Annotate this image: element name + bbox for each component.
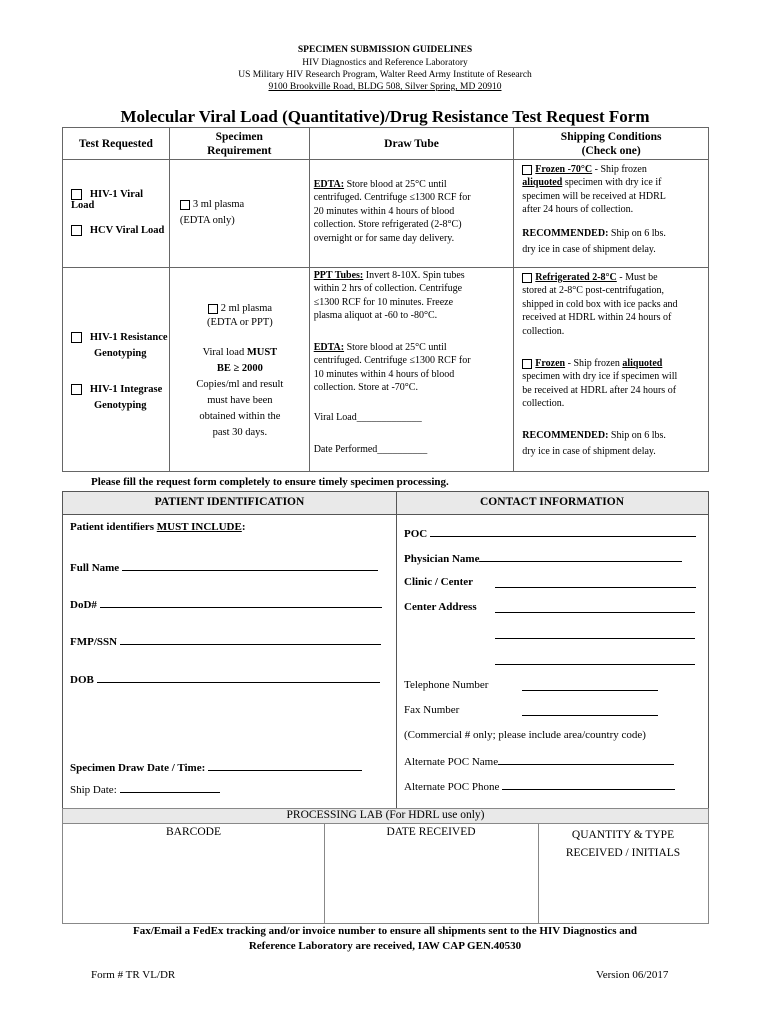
col-header-specimen: Specimen Requirement bbox=[169, 128, 309, 160]
checkbox[interactable] bbox=[71, 225, 82, 236]
form-version: Version 06/2017 bbox=[596, 969, 669, 981]
shipping-option-refrigerated[interactable]: Refrigerated 2-8°C - Must be bbox=[522, 271, 707, 284]
quantity-type-label: QUANTITY & TYPE RECEIVED / INITIALS bbox=[565, 829, 681, 859]
checkbox[interactable] bbox=[71, 384, 82, 395]
row2-tests bbox=[63, 268, 170, 472]
footer-note-1: Fax/Email a FedEx tracking and/or invoice number to ensure all shipments sent to the HIV Diagnostics and bbox=[132, 925, 637, 937]
col-header-test: Test Requested bbox=[63, 128, 170, 160]
table-row bbox=[63, 160, 709, 268]
checkbox-2ml[interactable] bbox=[208, 304, 218, 314]
checkbox[interactable] bbox=[522, 165, 532, 175]
contact-information-heading: CONTACT INFORMATION bbox=[479, 496, 625, 508]
barcode-label: BARCODE bbox=[166, 826, 221, 838]
ship-date-field[interactable]: Ship Date: bbox=[70, 782, 220, 796]
address-line-2[interactable] bbox=[495, 628, 695, 639]
header-line-1: SPECIMEN SUBMISSION GUIDELINES bbox=[297, 45, 473, 55]
checkbox[interactable] bbox=[71, 189, 82, 200]
shipping-option-frozen[interactable]: Frozen -70°C - Ship frozen bbox=[522, 163, 707, 176]
header-line-3: US Military HIV Research Program, Walter Reed Army Institute of Research bbox=[238, 70, 532, 80]
test-option-hiv1-integrase[interactable]: HIV-1 Integrase Genotyping bbox=[71, 382, 162, 414]
checkbox-3ml[interactable] bbox=[180, 200, 190, 210]
processing-lab-box bbox=[62, 808, 709, 924]
viral-load-requirement: Viral load MUST BE ≥ 2000 Copies/ml and result must have been obtained within the past 30 days. bbox=[196, 347, 284, 438]
dob-field[interactable]: DOB bbox=[70, 672, 380, 686]
patient-identifiers-label: Patient identifiers MUST INCLUDE: bbox=[70, 521, 246, 533]
physician-name-field[interactable]: Physician Name bbox=[404, 551, 682, 565]
telephone-field[interactable]: Telephone Number bbox=[404, 679, 489, 691]
row1-shipping: Frozen -70°C - Ship frozen aliquoted specimen with dry ice if specimen will be received at HDRL after 24 hours of collection. RECOMMENDED: Ship on 6 lbs. dry ice in case of shipment delay. bbox=[514, 160, 709, 268]
patient-identification-heading: PATIENT IDENTIFICATION bbox=[154, 496, 305, 508]
header-line-4: 9100 Brookville Road, BLDG 508, Silver Spring, MD 20910 bbox=[268, 82, 502, 92]
dod-field[interactable]: DoD# bbox=[70, 597, 382, 611]
fmp-ssn-field[interactable]: FMP/SSN bbox=[70, 634, 381, 648]
footer-note-2: Reference Laboratory are received, IAW CAP GEN.40530 bbox=[248, 940, 522, 952]
processing-lab-heading: PROCESSING LAB (For HDRL use only) bbox=[286, 809, 485, 821]
test-request-table bbox=[62, 127, 709, 472]
full-name-field[interactable]: Full Name bbox=[70, 560, 378, 574]
checkbox[interactable] bbox=[522, 273, 532, 283]
col-header-shipping: Shipping Conditions (Check one) bbox=[514, 128, 709, 160]
row1-specimen: 3 ml plasma (EDTA only) bbox=[169, 160, 309, 268]
test-option-hcv-viral-load[interactable]: HCV Viral Load bbox=[71, 225, 164, 236]
row1-tube: EDTA: Store blood at 25°C until centrifuged. Centrifuge ≤1300 RCF for 20 minutes within 4 hours of blood collection. Store refrigerated (2-8°C) overnight or for same day delivery. bbox=[309, 160, 514, 268]
address-line-3[interactable] bbox=[495, 654, 695, 665]
shipping-option-frozen-2[interactable]: Frozen - Ship frozen aliquoted bbox=[522, 357, 707, 370]
table-header-row bbox=[63, 128, 709, 160]
alternate-poc-phone-field[interactable]: Alternate POC Phone bbox=[404, 779, 675, 793]
checkbox[interactable] bbox=[71, 332, 82, 343]
fill-notice: Please fill the request form completely to ensure timely specimen processing. bbox=[91, 476, 449, 488]
test-option-hiv1-viral-load[interactable]: HIV-1 Viral Load bbox=[71, 189, 144, 212]
col-header-tube: Draw Tube bbox=[309, 128, 514, 160]
draw-date-field[interactable]: Specimen Draw Date / Time: bbox=[70, 760, 362, 774]
center-address-field[interactable]: Center Address bbox=[404, 601, 477, 613]
date-received-label: DATE RECEIVED bbox=[386, 826, 476, 838]
form-title: Molecular Viral Load (Quantitative)/Drug Resistance Test Request Form bbox=[120, 107, 650, 126]
row2-shipping: Refrigerated 2-8°C - Must be stored at 2-8°C post-centrifugation, shipped in cold box with ice packs and received at HDRL within 24 hours of collection. Frozen - Ship frozen aliquoted specimen with dry ice if specimen will be received at HDRL after 24 hours of collection. RECOMMENDED: Ship on 6 lbs. dry ice in case of shipment delay. bbox=[514, 268, 709, 472]
header-line-2: HIV Diagnostics and Reference Laboratory bbox=[302, 58, 468, 68]
row1-tests bbox=[63, 160, 170, 268]
form-number: Form # TR VL/DR bbox=[91, 969, 176, 981]
table-row bbox=[63, 268, 709, 472]
clinic-center-field[interactable]: Clinic / Center bbox=[404, 576, 474, 588]
commercial-note: (Commercial # only; please include area/country code) bbox=[404, 729, 646, 741]
alternate-poc-name-field[interactable]: Alternate POC Name bbox=[404, 754, 674, 768]
test-option-hiv1-resistance[interactable]: HIV-1 Resistance Genotyping bbox=[71, 330, 168, 362]
date-performed-field[interactable]: Date Performed__________ bbox=[313, 444, 428, 455]
poc-field[interactable]: POC bbox=[404, 526, 696, 540]
row2-specimen: 2 ml plasma (EDTA or PPT) Viral load MUST BE ≥ 2000 Copies/ml and result must have been obtained within the past 30 days. bbox=[169, 268, 309, 472]
row2-tube: PPT Tubes: Invert 8-10X. Spin tubes within 2 hrs of collection. Centrifuge ≤1300 RCF for 10 minutes. Freeze plasma aliquot at -60 to -80°C. EDTA: Store blood at 25°C until centrifuged. Centrifuge ≤1300 RCF for 10 minutes within 4 hours of blood collection. Store at -70°C. Viral Load_____________ Date Performed__________ bbox=[309, 268, 514, 472]
checkbox[interactable] bbox=[522, 359, 532, 369]
viral-load-field[interactable]: Viral Load_____________ bbox=[313, 412, 422, 423]
fax-field[interactable]: Fax Number bbox=[404, 704, 460, 716]
